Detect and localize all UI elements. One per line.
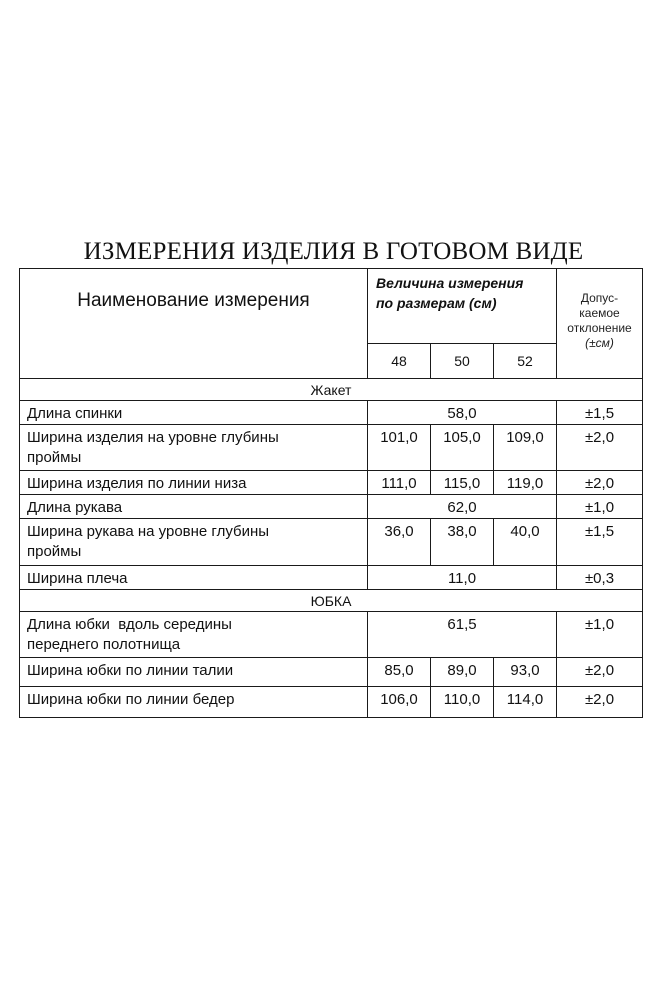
table-row (20, 519, 643, 566)
row-name: Длина спинки (20, 401, 368, 425)
row-value-48: 111,0 (368, 471, 431, 495)
row-value-50: 89,0 (431, 658, 494, 687)
section-jacket: Жакет (20, 379, 643, 401)
row-value-50: 38,0 (431, 519, 494, 566)
table-row (20, 687, 643, 718)
row-tolerance: ±2,0 (557, 425, 643, 471)
row-name-line2: переднего полотнища (27, 636, 181, 653)
row-tolerance: ±1,5 (557, 519, 643, 566)
header-tolerance-line4: (±см) (585, 336, 614, 350)
section-skirt: ЮБКА (20, 590, 643, 612)
header-tolerance-line1: Допус- (580, 291, 619, 305)
row-value-52: 93,0 (494, 658, 557, 687)
row-value-50: 110,0 (431, 687, 494, 718)
row-tolerance: ±2,0 (557, 687, 643, 718)
table-row (20, 425, 643, 471)
size-50-header: 50 (431, 344, 494, 379)
header-tolerance-line3: отклонение (567, 321, 632, 335)
row-value-52: 109,0 (494, 425, 557, 471)
row-name (20, 425, 368, 471)
row-tolerance: ±1,0 (557, 495, 643, 519)
document-title: ИЗМЕРЕНИЯ ИЗДЕЛИЯ В ГОТОВОМ ВИДЕ (83, 238, 584, 265)
header-name-column: Наименование измерения (20, 269, 368, 379)
table-row (20, 471, 643, 495)
row-tolerance: ±0,3 (557, 566, 643, 590)
row-value-50: 115,0 (431, 471, 494, 495)
row-name: Ширина изделия по линии низа (20, 471, 368, 495)
row-name-line1: Ширина рукава на уровне глубины (27, 523, 270, 540)
row-value-merged: 11,0 (368, 566, 557, 590)
size-52-header: 52 (494, 344, 557, 379)
row-tolerance: ±2,0 (557, 471, 643, 495)
header-value-line2: по размерам (см) (376, 295, 497, 311)
row-value-48: 106,0 (368, 687, 431, 718)
row-value-52: 119,0 (494, 471, 557, 495)
row-value-52: 114,0 (494, 687, 557, 718)
row-name: Ширина юбки по линии бедер (20, 687, 368, 718)
row-value-52: 40,0 (494, 519, 557, 566)
row-name: Длина рукава (20, 495, 368, 519)
row-name: Ширина юбки по линии талии (20, 658, 368, 687)
row-value-merged: 61,5 (368, 612, 557, 658)
row-value-48: 36,0 (368, 519, 431, 566)
table-row (20, 566, 643, 590)
row-name-line1: Ширина изделия на уровне глубины (27, 429, 279, 446)
row-name (20, 612, 368, 658)
header-value-line1: Величина измерения (376, 275, 524, 291)
header-tolerance-line2: каемое (579, 306, 620, 320)
header-tolerance-column (557, 269, 643, 379)
row-name-line2: проймы (27, 543, 82, 560)
table-row (20, 612, 643, 658)
row-tolerance: ±2,0 (557, 658, 643, 687)
row-value-50: 105,0 (431, 425, 494, 471)
table-row (20, 658, 643, 687)
table-row (20, 495, 643, 519)
row-name-line2: проймы (27, 449, 82, 466)
row-value-merged: 62,0 (368, 495, 557, 519)
size-48-header: 48 (368, 344, 431, 379)
row-name-line1: Длина юбки вдоль середины (27, 616, 232, 633)
row-name (20, 519, 368, 566)
row-value-48: 101,0 (368, 425, 431, 471)
row-value-48: 85,0 (368, 658, 431, 687)
header-value-column (368, 269, 557, 344)
row-tolerance: ±1,5 (557, 401, 643, 425)
row-tolerance: ±1,0 (557, 612, 643, 658)
row-name: Ширина плеча (20, 566, 368, 590)
measurements-table (19, 268, 643, 718)
table-row (20, 401, 643, 425)
row-value-merged: 58,0 (368, 401, 557, 425)
